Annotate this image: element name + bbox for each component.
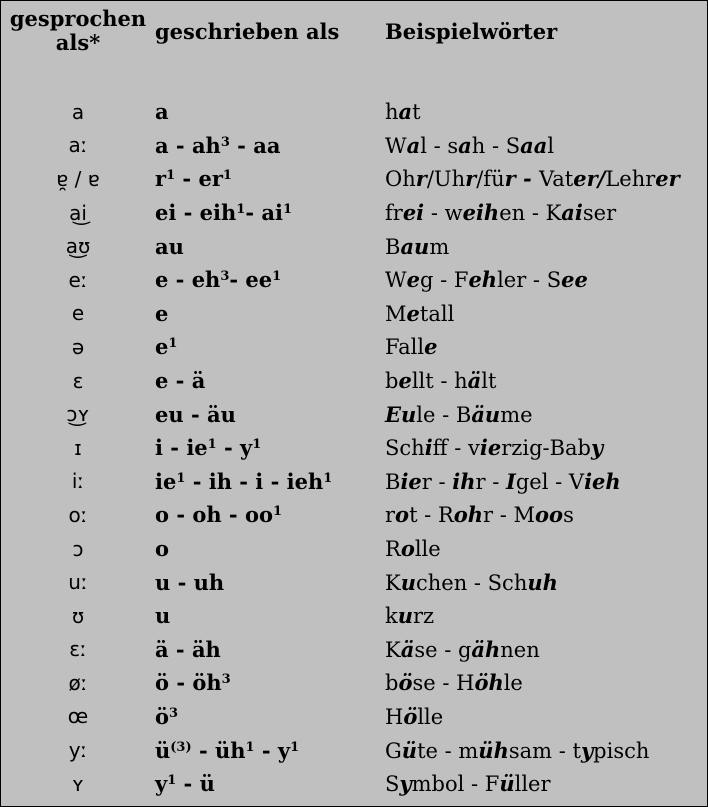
text-segment: H	[385, 704, 404, 729]
emphasis-text: üh	[478, 737, 509, 763]
emphasis-segment	[581, 738, 593, 763]
text-segment: nen	[500, 637, 540, 662]
text-segment: m	[429, 234, 450, 259]
text-segment: te - m	[417, 738, 479, 763]
example-words-cell	[385, 565, 707, 599]
spelling-cell	[155, 297, 385, 331]
text-segment: t	[412, 100, 421, 125]
emphasis-text: a	[398, 99, 413, 125]
spelling-cell	[155, 666, 385, 700]
emphasis-text: Eu	[385, 401, 417, 427]
emphasis-segment	[398, 368, 411, 393]
table-row	[1, 767, 707, 801]
text-segment: l - s	[420, 133, 459, 158]
ipa-symbol: a	[71, 99, 85, 124]
footnote-marker: 1	[272, 269, 282, 285]
header-examples: Beispielwörter	[385, 19, 558, 44]
text-segment: - ih - i - ieh	[185, 468, 324, 494]
ipa-symbol: iː	[71, 469, 85, 494]
emphasis-text: r	[465, 166, 477, 192]
emphasis-text: r	[415, 166, 427, 192]
text-segment: ä - äh	[155, 636, 221, 662]
emphasis-segment	[398, 603, 413, 628]
spelling-cell	[155, 465, 385, 499]
emphasis-text: e	[424, 334, 438, 360]
text-segment: /fü	[476, 167, 505, 192]
emphasis-segment	[401, 536, 415, 561]
emphasis-text: öh	[474, 670, 504, 696]
footnote-marker: 3	[221, 672, 231, 688]
text-segment: se - H	[412, 671, 475, 696]
text-segment: h	[385, 100, 399, 125]
emphasis-segment	[471, 402, 500, 427]
footnote-marker: 1	[222, 168, 232, 184]
table-row	[1, 565, 707, 599]
example-words-cell	[385, 196, 707, 230]
emphasis-segment	[573, 166, 597, 191]
text-segment: W	[385, 133, 407, 158]
emphasis-segment	[471, 637, 500, 662]
table-row	[1, 465, 707, 499]
emphasis-text: ei	[402, 200, 425, 226]
emphasis-segment	[506, 469, 516, 494]
emphasis-text: ee	[561, 267, 588, 293]
text-segment: K	[385, 570, 401, 595]
table-row	[1, 431, 707, 465]
emphasis-segment	[400, 234, 429, 259]
example-words-cell	[385, 599, 707, 633]
emphasis-segment	[454, 502, 483, 527]
text-segment: lle	[417, 704, 444, 729]
emphasis-segment	[395, 502, 409, 527]
ipa-symbol: ɔ͜ʏ	[66, 402, 90, 427]
header-spoken	[1, 7, 155, 95]
text-segment: r - M	[483, 503, 536, 528]
example-words-cell	[385, 733, 707, 767]
text-segment: l	[547, 133, 555, 158]
text-segment: ei - eih	[155, 200, 237, 226]
text-segment: i - ie	[155, 435, 208, 461]
table-row	[1, 498, 707, 532]
table-row	[1, 599, 707, 633]
emphasis-text: e	[406, 267, 420, 293]
ipa-symbol: eː	[68, 267, 88, 292]
spelling-cell	[155, 498, 385, 532]
text-segment: Oh	[385, 167, 416, 192]
ipa-symbol: øː	[68, 670, 88, 695]
example-words-cell	[385, 397, 707, 431]
emphasis-segment	[403, 704, 417, 729]
text-segment: G	[385, 738, 402, 763]
emphasis-segment	[399, 771, 411, 796]
text-segment: - aa	[229, 132, 281, 158]
text-segment: W	[385, 268, 407, 293]
text-segment: y	[155, 771, 168, 797]
spelling-cell	[155, 364, 385, 398]
ipa-symbol: ʏ	[71, 771, 85, 796]
text-segment: ff - v	[432, 436, 480, 461]
text-segment: Fall	[385, 335, 425, 360]
ipa-symbol: e	[71, 301, 85, 326]
text-segment: /Uh	[426, 167, 466, 192]
text-segment: t - R	[409, 503, 454, 528]
emphasis-segment	[591, 435, 603, 460]
emphasis-text: u	[400, 569, 416, 595]
text-segment: s	[563, 503, 574, 528]
text-segment: le	[503, 671, 523, 696]
ipa-symbol: œ	[67, 704, 89, 729]
text-segment: Vat	[539, 167, 574, 192]
text-segment: k	[385, 604, 398, 629]
text-segment: eu - äu	[155, 401, 236, 427]
header-written: geschrieben als	[155, 19, 340, 44]
footnote-marker: 1	[323, 470, 333, 486]
spelling-cell	[155, 431, 385, 465]
example-words-cell	[385, 633, 707, 667]
emphasis-segment	[385, 402, 416, 427]
text-segment: Lehr	[605, 167, 656, 192]
emphasis-text: aa	[520, 132, 548, 158]
ipa-symbol: ə	[71, 334, 85, 359]
text-segment: K	[385, 637, 401, 662]
table-row	[1, 733, 707, 767]
example-words-cell	[385, 330, 707, 364]
footnote-marker: 1	[272, 504, 283, 520]
spelling-cell	[155, 700, 385, 734]
spelling-cell	[155, 767, 385, 801]
spelling-cell	[155, 397, 385, 431]
table-row	[1, 229, 707, 263]
emphasis-text: er	[655, 166, 680, 192]
text-segment: o	[155, 536, 170, 562]
emphasis-text: a	[458, 132, 472, 158]
example-words-cell	[385, 465, 707, 499]
text-segment: lt	[481, 369, 497, 394]
spelling-cell	[155, 196, 385, 230]
example-words-cell	[385, 297, 707, 331]
footnote-marker: 1	[167, 773, 177, 789]
spelling-cell	[155, 95, 385, 129]
emphasis-segment	[407, 133, 421, 158]
emphasis-text: ie	[479, 435, 502, 461]
spelling-cell	[155, 162, 385, 196]
example-words-cell	[385, 700, 707, 734]
emphasis-segment	[424, 334, 437, 359]
text-segment: mbol - F	[411, 772, 500, 797]
emphasis-text: äh	[471, 636, 501, 662]
emphasis-segment	[403, 200, 424, 225]
emphasis-text: er	[573, 166, 598, 192]
spelling-cell	[155, 599, 385, 633]
text-segment: r	[155, 166, 167, 192]
table-row	[1, 330, 707, 364]
ipa-symbol: yː	[68, 738, 88, 763]
emphasis-segment	[655, 166, 679, 191]
emphasis-text: e	[406, 300, 420, 326]
emphasis-segment	[425, 435, 433, 460]
emphasis-text: I	[506, 468, 516, 494]
emphasis-segment	[474, 670, 503, 695]
emphasis-text: ie	[400, 468, 422, 494]
emphasis-segment	[499, 771, 514, 796]
emphasis-text: o	[400, 536, 415, 562]
table-row	[1, 666, 707, 700]
text-segment: B	[385, 234, 401, 259]
spelling-cell	[155, 263, 385, 297]
emphasis-segment	[401, 570, 416, 595]
spelling-cell	[155, 733, 385, 767]
text-segment: B	[385, 469, 401, 494]
text-segment: Sch	[385, 436, 425, 461]
emphasis-text: a	[406, 132, 421, 158]
emphasis-text: y	[591, 435, 604, 461]
text-segment: rzig-Bab	[501, 436, 592, 461]
ipa-symbol: uː	[68, 570, 88, 595]
text-segment: r -	[475, 469, 507, 494]
ipa-symbol: oː	[68, 502, 88, 527]
footnote-marker: 1	[166, 168, 176, 184]
text-segment: - er	[175, 166, 223, 192]
text-segment: e - ä	[155, 368, 206, 394]
text-segment: e	[155, 334, 169, 360]
text-segment: a - ah	[155, 132, 221, 158]
emphasis-segment	[480, 435, 501, 460]
emphasis-text: y	[580, 737, 594, 763]
text-segment: e	[155, 300, 169, 326]
emphasis-segment	[399, 99, 413, 124]
footnote-marker: 1	[207, 437, 217, 453]
emphasis-text: r	[504, 166, 516, 192]
example-words-cell	[385, 129, 707, 163]
text-segment: pisch	[593, 738, 650, 763]
text-segment: e - eh	[155, 267, 221, 293]
emphasis-text: i	[424, 435, 433, 461]
text-segment: ller	[514, 772, 551, 797]
emphasis-text: ieh	[584, 468, 621, 494]
emphasis-text: e	[398, 368, 412, 394]
emphasis-segment	[398, 670, 412, 695]
example-words-cell	[385, 767, 707, 801]
table-row	[1, 700, 707, 734]
text-segment: g - F	[419, 268, 469, 293]
emphasis-segment	[527, 570, 558, 595]
footnote-marker: 3	[220, 269, 230, 285]
text-segment: gel - V	[515, 469, 585, 494]
emphasis-segment	[401, 637, 415, 662]
text-segment: rz	[413, 604, 435, 629]
emphasis-text: y	[399, 771, 412, 797]
ipa-symbol: a͜ʊ	[65, 234, 91, 259]
table-row	[1, 397, 707, 431]
example-words-cell	[385, 431, 707, 465]
emphasis-text: ih	[452, 468, 476, 494]
header-spoken-text: gesprochen als*	[9, 6, 147, 55]
emphasis-text: ö	[403, 703, 418, 729]
spelling-cell	[155, 330, 385, 364]
spelling-cell	[155, 633, 385, 667]
text-segment: - w	[424, 201, 463, 226]
text-segment: - üh	[191, 737, 246, 763]
emphasis-segment	[516, 166, 539, 191]
text-segment: ser	[582, 201, 617, 226]
ipa-symbol: ɛ	[72, 368, 84, 393]
emphasis-text: /	[597, 166, 606, 192]
emphasis-text: äu	[471, 401, 501, 427]
emphasis-segment	[402, 738, 417, 763]
text-segment: me	[500, 402, 533, 427]
emphasis-text: o	[395, 502, 410, 528]
table-row	[1, 196, 707, 230]
ipa-symbol: aː	[68, 133, 88, 158]
text-segment: S	[385, 772, 400, 797]
table-row	[1, 95, 707, 129]
emphasis-text: ä	[467, 368, 482, 394]
table-row	[1, 263, 707, 297]
text-segment: tall	[419, 301, 455, 326]
example-words-cell	[385, 263, 707, 297]
text-segment: h - S	[471, 133, 521, 158]
emphasis-segment	[561, 200, 583, 225]
text-segment: lle	[414, 537, 441, 562]
table-row	[1, 129, 707, 163]
footnote-marker: 1	[282, 202, 293, 218]
footnote-marker: 3	[169, 705, 179, 721]
example-words-cell	[385, 666, 707, 700]
text-segment: ö - öh	[155, 670, 222, 696]
emphasis-segment	[465, 166, 476, 191]
ipa-symbol: ɛː	[69, 637, 87, 662]
emphasis-segment	[407, 301, 420, 326]
text-segment: b	[385, 369, 399, 394]
emphasis-segment	[400, 469, 421, 494]
emphasis-segment	[478, 738, 509, 763]
text-segment: - ü	[176, 771, 215, 797]
emphasis-segment	[468, 368, 482, 393]
spelling-cell	[155, 532, 385, 566]
text-segment: chen - Sch	[415, 570, 528, 595]
text-segment: ler - S	[497, 268, 562, 293]
table-row	[1, 532, 707, 566]
emphasis-text: oo	[535, 502, 564, 528]
text-segment: - ai	[245, 200, 283, 226]
header-row	[1, 7, 707, 95]
emphasis-segment	[584, 469, 621, 494]
ipa-symbol: a͜i	[69, 200, 87, 225]
footnote-marker: 3	[220, 134, 230, 150]
text-segment: llt - h	[411, 369, 468, 394]
emphasis-text: eih	[462, 200, 500, 226]
emphasis-text: uh	[527, 569, 558, 595]
text-segment: u	[155, 603, 171, 629]
ipa-symbol: ɪ	[74, 435, 82, 460]
emphasis-segment	[561, 267, 588, 292]
emphasis-text: oh	[453, 502, 484, 528]
ipa-symbol: ɐ̯ / ɐ	[56, 166, 100, 191]
emphasis-segment	[505, 166, 516, 191]
text-segment: ö	[155, 703, 170, 729]
table-row	[1, 633, 707, 667]
text-segment: b	[385, 671, 399, 696]
emphasis-text: eh	[468, 267, 498, 293]
footnote-marker: 1	[176, 470, 186, 486]
footnote-marker: 1	[252, 437, 262, 453]
spelling-cell	[155, 565, 385, 599]
text-segment: a	[155, 99, 169, 125]
ipa-symbol: ʊ	[71, 603, 85, 628]
example-words-cell	[385, 498, 707, 532]
emphasis-text: ü	[499, 771, 515, 797]
table-row	[1, 297, 707, 331]
text-segment: ü	[155, 737, 171, 763]
example-words-cell	[385, 229, 707, 263]
example-words-cell	[385, 532, 707, 566]
table-row	[1, 162, 707, 196]
text-segment: R	[385, 537, 401, 562]
emphasis-text: au	[400, 233, 430, 259]
text-segment: en - K	[499, 201, 562, 226]
text-segment: r	[385, 503, 396, 528]
text-segment: r -	[421, 469, 453, 494]
example-words-cell	[385, 364, 707, 398]
text-segment: au	[155, 233, 184, 259]
emphasis-text: u	[397, 603, 414, 629]
text-segment: se - g	[414, 637, 472, 662]
footnote-marker: 1	[245, 739, 255, 755]
emphasis-text: ai	[561, 200, 583, 226]
emphasis-segment	[458, 133, 472, 158]
emphasis-segment	[468, 267, 497, 292]
table-body	[1, 95, 707, 800]
emphasis-segment	[416, 166, 427, 191]
example-words-cell	[385, 162, 707, 196]
pronunciation-table	[1, 7, 707, 800]
footnote-marker: (3)	[170, 739, 192, 755]
emphasis-text: -	[515, 166, 540, 192]
text-segment: ie	[155, 468, 177, 494]
text-segment: - y	[254, 737, 291, 763]
text-segment: le - B	[416, 402, 472, 427]
text-segment: u - uh	[155, 569, 225, 595]
emphasis-segment	[452, 469, 475, 494]
example-words-cell	[385, 95, 707, 129]
text-segment: - ee	[229, 267, 273, 293]
text-segment: fr	[385, 201, 403, 226]
footnote-marker: 1	[236, 202, 246, 218]
emphasis-text: ö	[398, 670, 413, 696]
emphasis-text: ä	[400, 636, 415, 662]
spelling-cell	[155, 229, 385, 263]
text-segment: M	[385, 301, 407, 326]
ipa-symbol: ɔ	[72, 536, 84, 561]
emphasis-text: ü	[401, 737, 418, 763]
text-segment: o - oh - oo	[155, 502, 273, 528]
spelling-cell	[155, 129, 385, 163]
emphasis-segment	[463, 200, 500, 225]
text-segment: - y	[216, 435, 253, 461]
footnote-marker: 1	[168, 336, 178, 352]
emphasis-segment	[407, 267, 420, 292]
text-segment: sam - t	[508, 738, 581, 763]
table-row	[1, 364, 707, 398]
footnote-marker: 1	[290, 739, 300, 755]
emphasis-segment	[520, 133, 547, 158]
emphasis-segment	[535, 502, 563, 527]
